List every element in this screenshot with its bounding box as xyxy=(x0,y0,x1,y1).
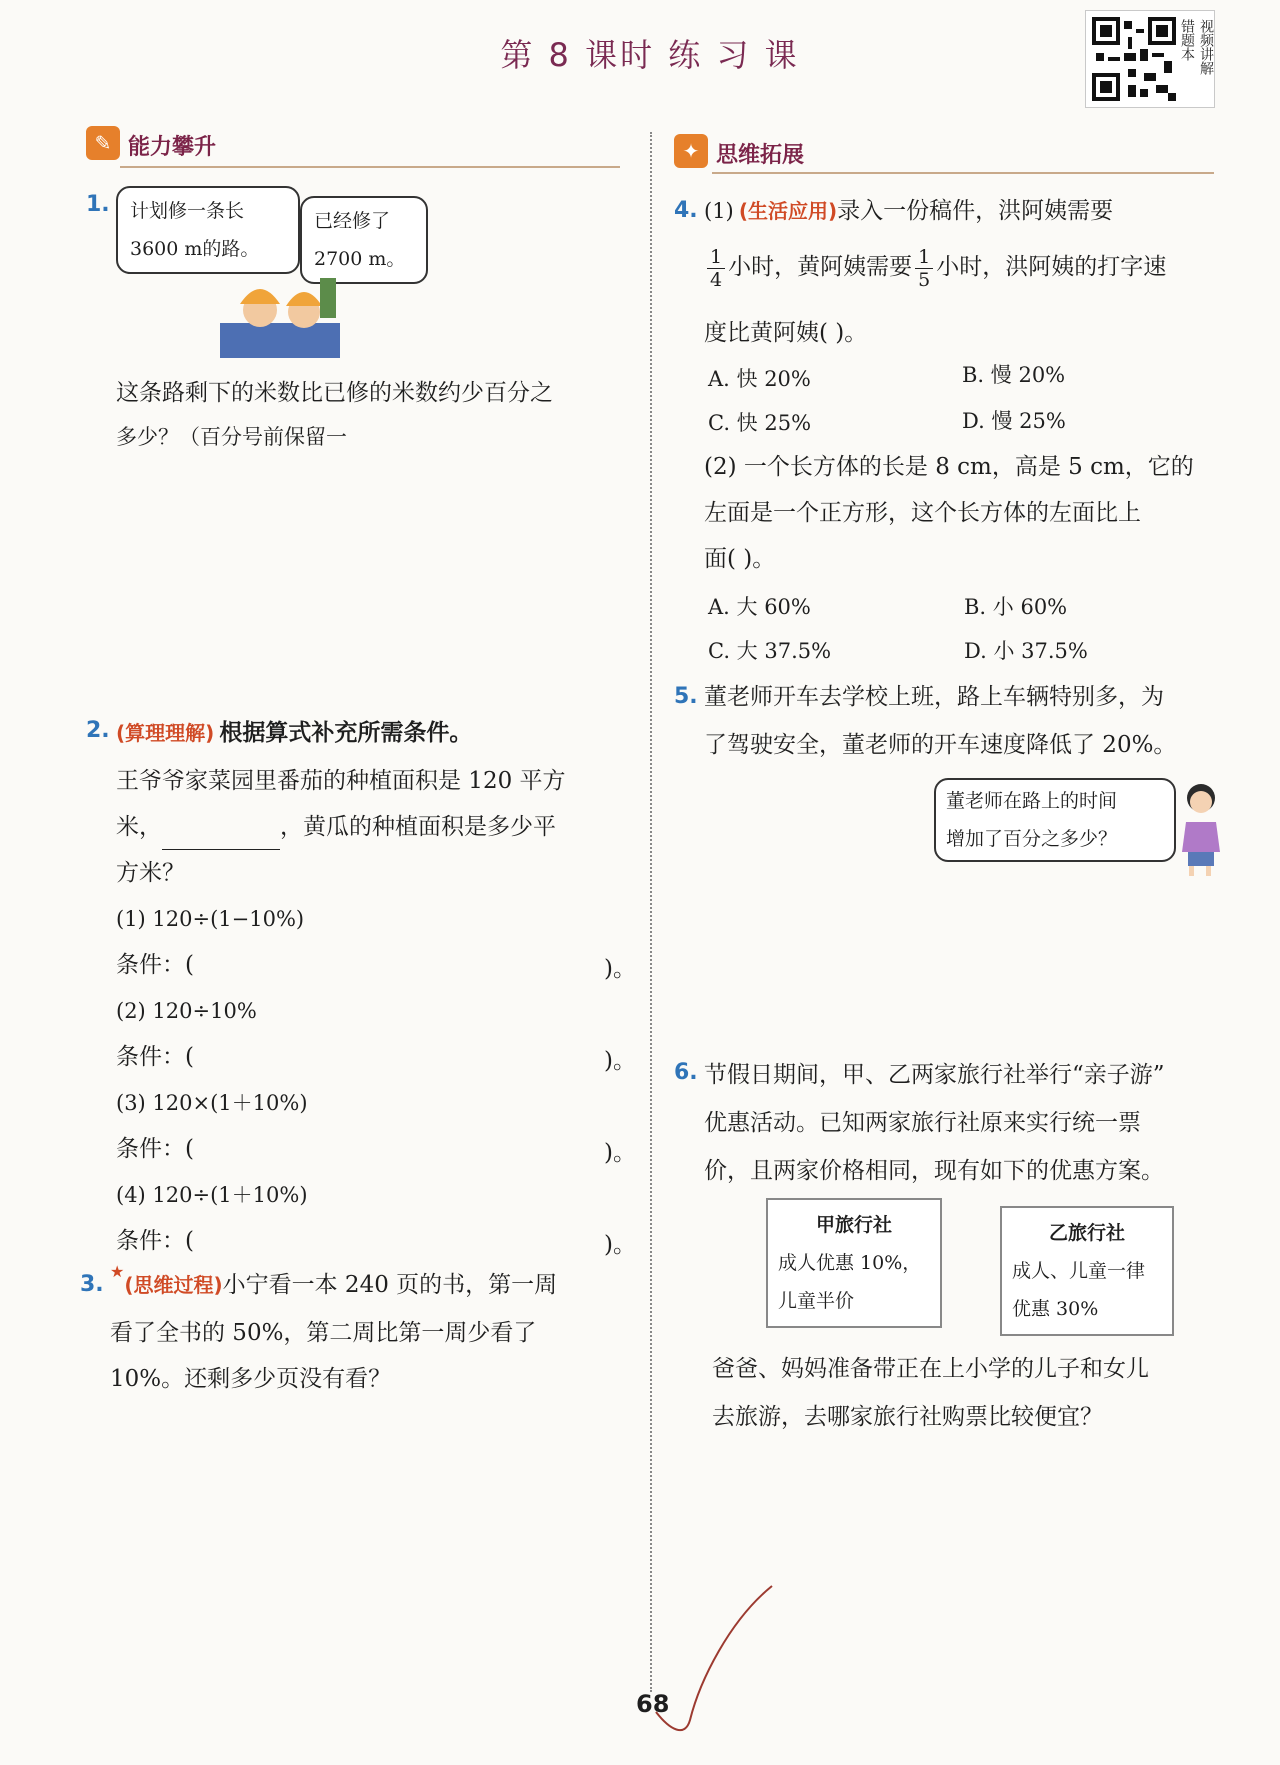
section-title-right: 思维拓展 xyxy=(716,143,805,168)
q2-cond-2: 条件：( xyxy=(116,1044,194,1070)
q4-tag: (生活应用) xyxy=(738,199,838,223)
q4-part2-option-b[interactable]: B. 小 60% xyxy=(964,595,1068,619)
q2-expr-2: (2) 120÷10% xyxy=(116,999,257,1023)
workers-illustration xyxy=(220,268,340,358)
q2-cond-3-end: )。 xyxy=(604,1140,636,1166)
q6-line-1: 节假日期间，甲、乙两家旅行社举行“亲子游” xyxy=(704,1062,1165,1088)
q2-cond-4-end: )。 xyxy=(604,1232,636,1258)
q4-line-3: 度比黄阿姨( )。 xyxy=(704,320,868,346)
travel-agency-a-offer: 甲旅行社 成人优惠 10%， 儿童半价 xyxy=(766,1198,942,1328)
fraction-one-quarter: $\frac{1}{4}$ xyxy=(707,246,725,291)
qr-code-card[interactable] xyxy=(1085,10,1215,108)
girl-illustration xyxy=(1176,778,1226,878)
q3-line-1: 小宁看一本 240 页的书，第一周 xyxy=(222,1272,558,1298)
q6-line-3: 价，且两家价格相同，现有如下的优惠方案。 xyxy=(704,1158,1164,1184)
q4-option-a[interactable]: A. 快 20% xyxy=(708,367,811,391)
q4-option-d[interactable]: D. 慢 25% xyxy=(962,409,1066,433)
star-icon: ★ xyxy=(110,1262,125,1281)
speech-bubble-done: 已经修了 2700 m。 xyxy=(300,196,428,284)
page-title: 第 8 课时 练 习 课 xyxy=(500,36,800,74)
q6-question-1: 爸爸、妈妈准备带正在上小学的儿子和女儿 xyxy=(712,1356,1149,1382)
q2-line-1: 王爷爷家菜园里番茄的种植面积是 120 平方 xyxy=(116,768,566,794)
q4-part2-line-1: (2) 一个长方体的长是 8 cm，高是 5 cm，它的 xyxy=(704,454,1194,480)
q2-title: 根据算式补充所需条件。 xyxy=(219,720,473,746)
q2-tag: (算理理解) xyxy=(116,721,215,745)
q5-line-2: 了驾驶安全，董老师的开车速度降低了 20%。 xyxy=(704,732,1177,758)
question-number: 5. xyxy=(674,684,698,709)
question-number: 3. xyxy=(80,1272,104,1297)
section-title-left: 能力攀升 xyxy=(128,135,217,160)
q3-heading xyxy=(110,1262,557,1308)
fraction-one-fifth: $\frac{1}{5}$ xyxy=(915,246,933,291)
question-number: 6. xyxy=(674,1060,698,1085)
q4-heading: (1) (生活应用)录入一份稿件，洪阿姨需要 xyxy=(704,198,1114,224)
q6-line-2: 优惠活动。已知两家旅行社原来实行统一票 xyxy=(704,1110,1141,1136)
pen-scribble xyxy=(600,1580,800,1740)
qr-label: 错题本 视频讲解 xyxy=(1179,19,1214,75)
q2-cond-1: 条件：( xyxy=(116,952,194,978)
qr-code-icon xyxy=(1092,17,1176,101)
q2-line-2: 米， ，黄瓜的种植面积是多少平 xyxy=(116,804,556,850)
q3-line-2: 看了全书的 50%，第二周比第一周少看了 xyxy=(110,1320,537,1346)
q2-expr-3: (3) 120×(1＋10%) xyxy=(116,1091,308,1115)
q4-option-c[interactable]: C. 快 25% xyxy=(708,411,812,435)
q6-question-2: 去旅游，去哪家旅行社购票比较便宜？ xyxy=(712,1404,1103,1430)
q4-part2-option-c[interactable]: C. 大 37.5% xyxy=(708,639,832,663)
travel-agency-b-offer: 乙旅行社 成人、儿童一律 优惠 30% xyxy=(1000,1206,1174,1336)
q1-line-2: 多少？（百分号前保留一 xyxy=(116,425,347,449)
q4-part2-option-d[interactable]: D. 小 37.5% xyxy=(964,639,1088,663)
q4-part2-line-3: 面( )。 xyxy=(704,546,776,572)
q2-cond-4: 条件：( xyxy=(116,1228,194,1254)
q4-part2-line-2: 左面是一个正方形，这个长方体的左面比上 xyxy=(704,500,1141,526)
q2-cond-2-end: )。 xyxy=(604,1048,636,1074)
section-divider-right xyxy=(712,172,1214,174)
q2-cond-3: 条件：( xyxy=(116,1136,194,1162)
speech-bubble-plan: 计划修一条长 3600 m的路。 xyxy=(116,186,300,274)
q5-line-1: 董老师开车去学校上班，路上车辆特别多，为 xyxy=(704,684,1164,710)
q2-expr-1: (1) 120÷(1−10%) xyxy=(116,907,305,931)
q4-option-b[interactable]: B. 慢 20% xyxy=(962,363,1066,387)
ability-section-icon: ✎ xyxy=(86,126,120,160)
q3-tag: (思维过程) xyxy=(124,1273,223,1297)
blank-line[interactable] xyxy=(162,823,280,850)
q3-line-3: 10%。还剩多少页没有看？ xyxy=(110,1366,392,1392)
q1-line-1: 这条路剩下的米数比已修的米数约少百分之 xyxy=(116,380,553,406)
q2-expr-4: (4) 120÷(1＋10%) xyxy=(116,1183,308,1207)
thinking-section-icon: ✦ xyxy=(674,134,708,168)
q2-cond-1-end: )。 xyxy=(604,956,636,982)
page-number: 68 xyxy=(636,1690,670,1718)
question-number: 1. xyxy=(86,192,110,217)
question-number: 4. xyxy=(674,198,698,223)
q2-line-3: 方米？ xyxy=(116,860,185,886)
question-number: 2. xyxy=(86,718,110,743)
q4-line-2: $\frac{1}{4}$ 小时，黄阿姨需要 $\frac{1}{5}$ 小时，洪阿姨的打字速 xyxy=(704,244,1166,291)
column-divider xyxy=(650,132,652,1692)
q4-part2-option-a[interactable]: A. 大 60% xyxy=(708,595,811,619)
q2-heading xyxy=(116,710,472,756)
speech-bubble-question: 董老师在路上的时间 增加了百分之多少？ xyxy=(934,778,1176,862)
section-divider-left xyxy=(120,166,620,168)
